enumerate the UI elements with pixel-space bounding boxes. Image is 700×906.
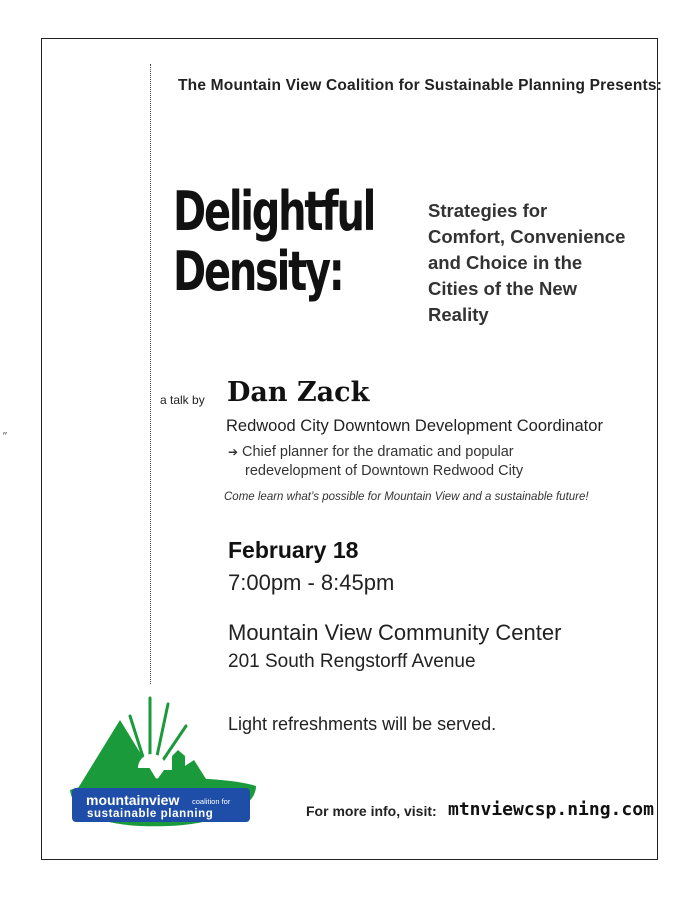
bullet-line-1: Chief planner for the dramatic and popular	[242, 444, 514, 460]
subtitle-line: Cities of the New	[428, 278, 578, 299]
dotted-divider	[150, 64, 151, 684]
stray-mark: ”	[2, 430, 8, 443]
speaker-role: Redwood City Downtown Development Coordinator	[226, 417, 603, 435]
title-line-1: Delightful	[173, 180, 375, 243]
speaker-name: Dan Zack	[227, 377, 370, 408]
tagline: Come learn what’s possible for Mountain View and a sustainable future!	[224, 491, 589, 503]
bullet-line-2: redevelopment of Downtown Redwood City	[245, 463, 524, 479]
event-date: February 18	[228, 537, 359, 563]
subtitle-line: and Choice in the	[428, 252, 583, 273]
subtitle-line: Reality	[428, 304, 489, 325]
logo-suffix: coalition for	[192, 797, 231, 806]
presenter-line: The Mountain View Coalition for Sustainable Planning Presents:	[178, 77, 663, 94]
logo-tagline: sustainable planning	[87, 808, 214, 820]
subtitle-line: Comfort, Convenience	[428, 226, 626, 247]
logo-brand: mountainview	[86, 792, 180, 808]
speaker-bullet	[228, 443, 523, 481]
event-address: 201 South Rengstorff Avenue	[228, 651, 476, 672]
more-info-label: For more info, visit:	[306, 803, 437, 819]
coalition-logo	[68, 690, 258, 830]
event-time: 7:00pm - 8:45pm	[228, 570, 395, 595]
event-subtitle	[428, 198, 625, 328]
arrow-icon: ➔	[228, 445, 239, 459]
website-link[interactable]: mtnviewcsp.ning.com	[448, 799, 654, 820]
event-title	[173, 182, 374, 302]
refreshments-note: Light refreshments will be served.	[228, 714, 497, 734]
subtitle-line: Strategies for	[428, 200, 548, 221]
talk-by-label: a talk by	[160, 393, 205, 407]
title-line-2: Density:	[173, 240, 343, 303]
event-venue: Mountain View Community Center	[228, 620, 562, 645]
